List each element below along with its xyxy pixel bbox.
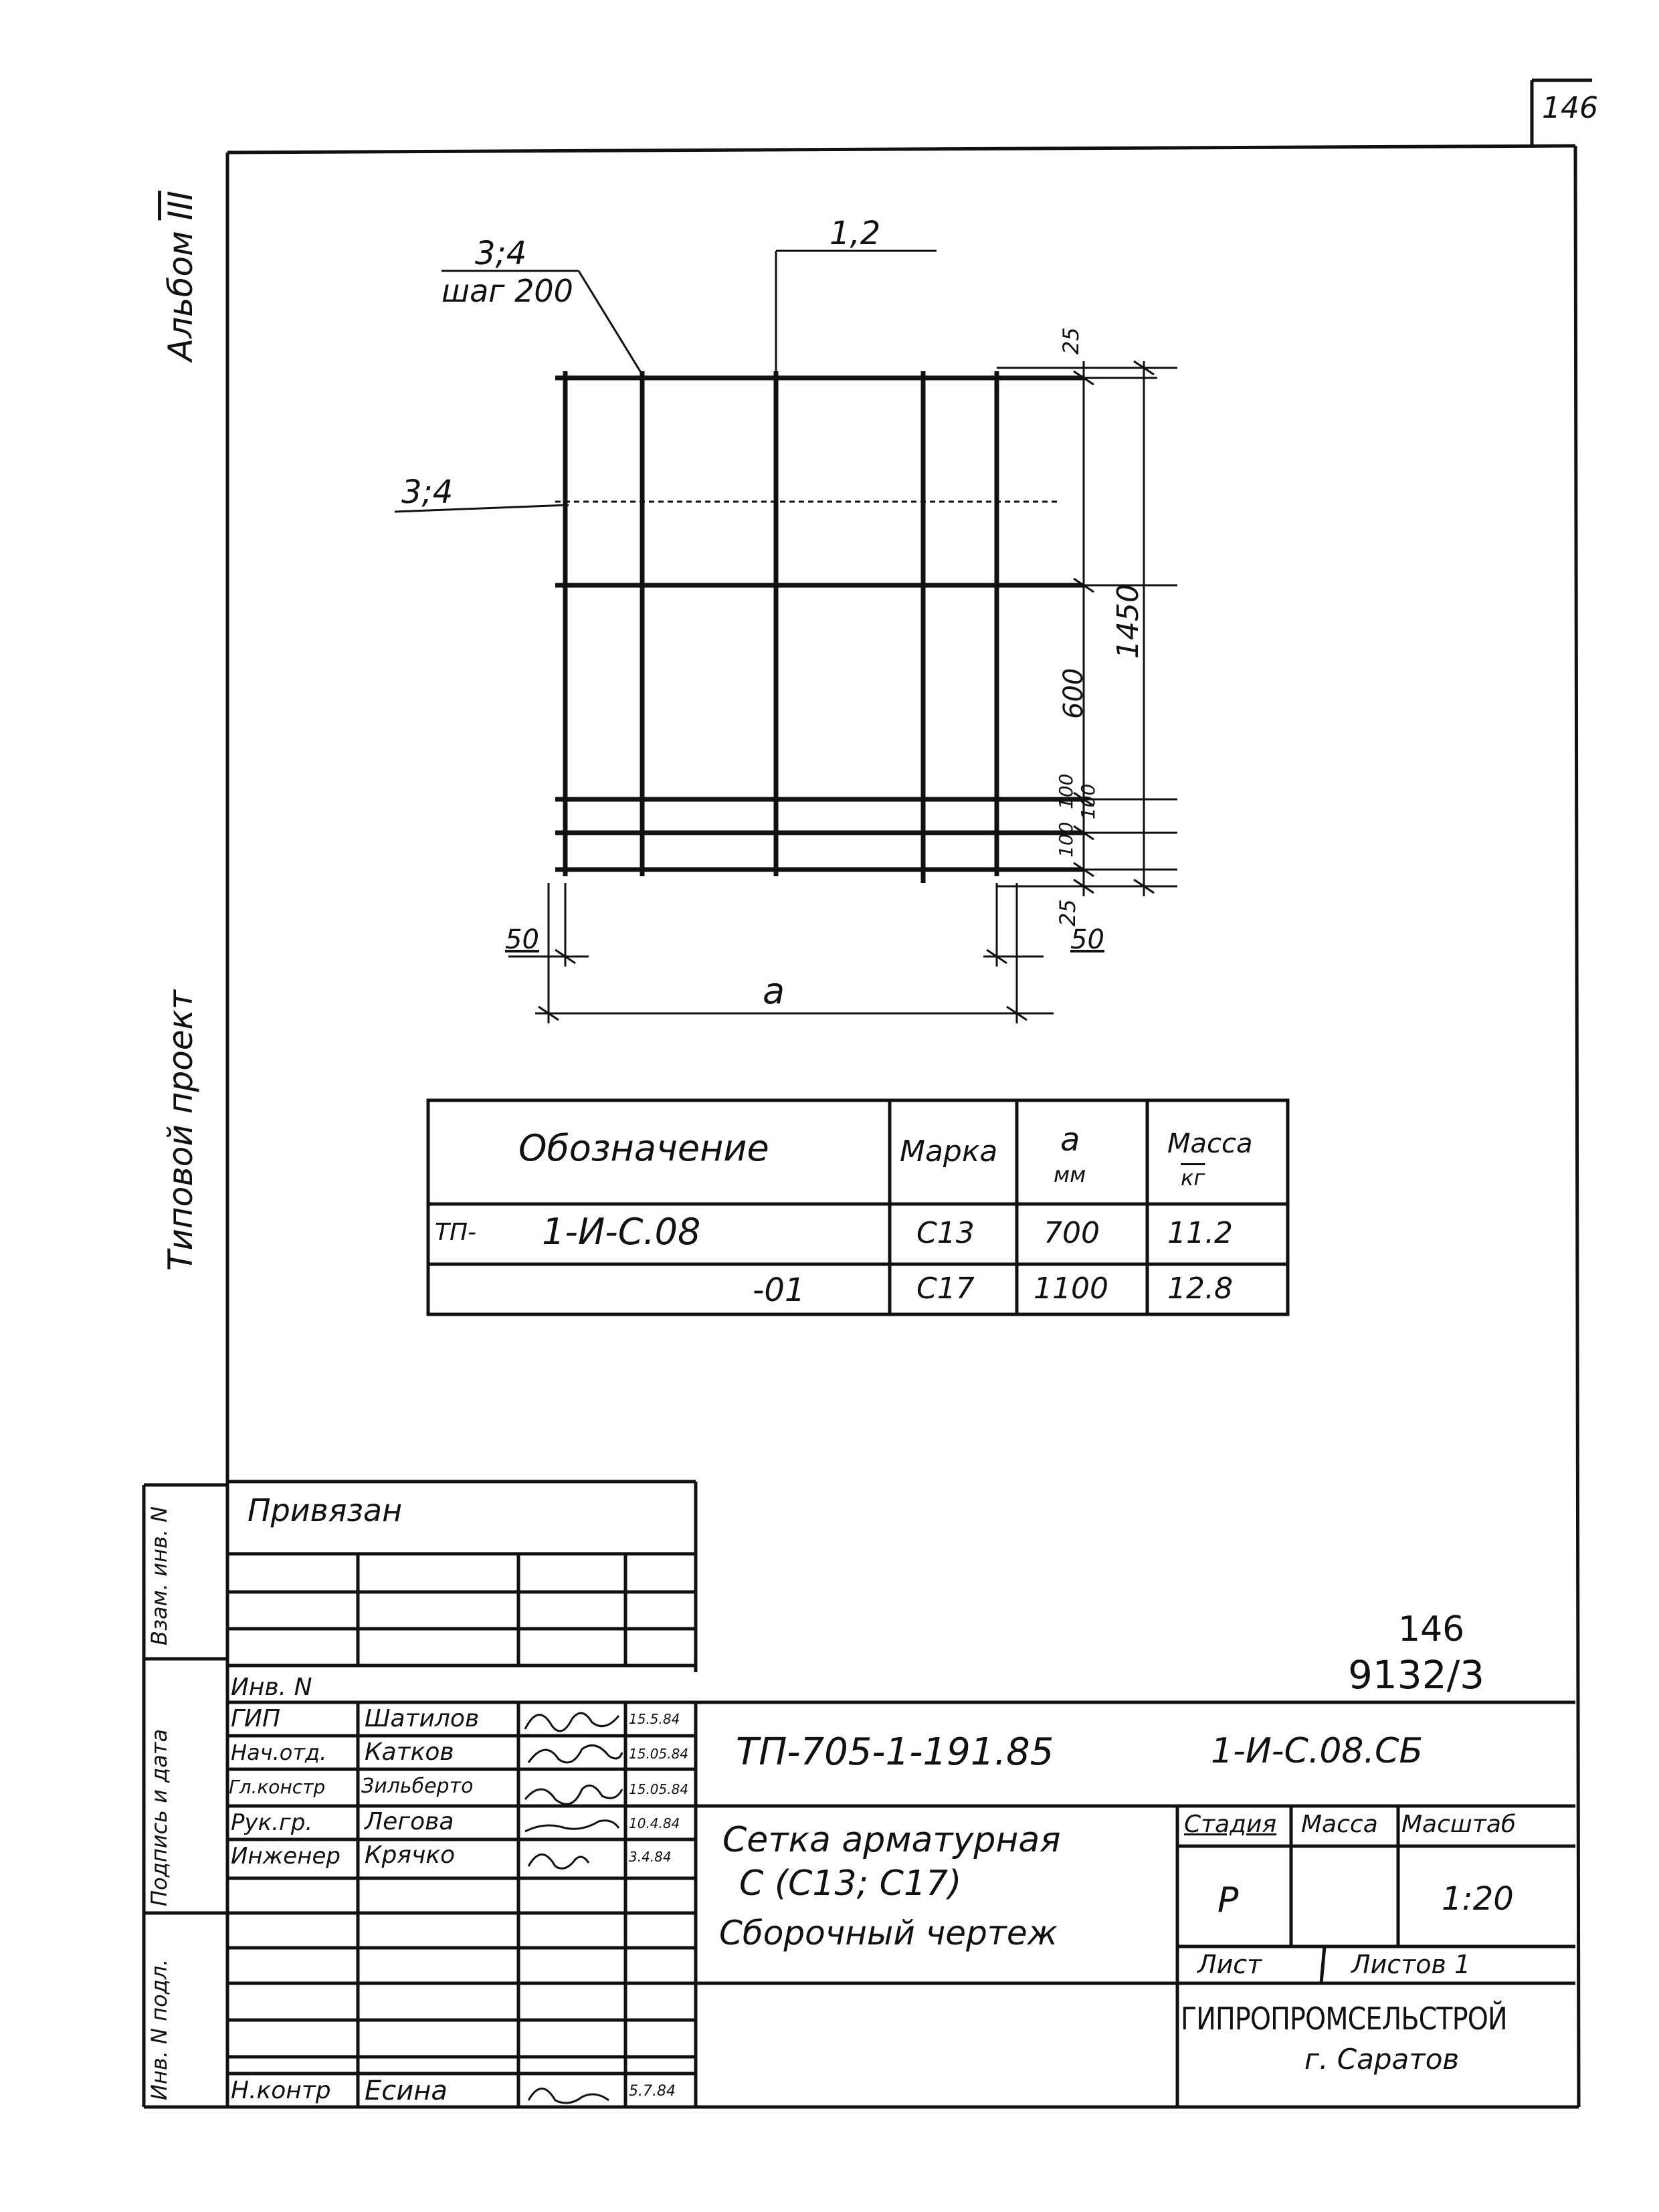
callout-left: 3;4 (401, 474, 454, 511)
mass-label: Масса (1301, 1811, 1378, 1838)
callout-top-left-sub: шаг 200 (442, 273, 573, 309)
side-label-typical-project: Типовой проект (161, 990, 200, 1271)
spec-row2-mass: 12.8 (1167, 1272, 1233, 1306)
dim-600: 600 (1058, 668, 1089, 719)
staff-name-2: Катков (365, 1738, 454, 1766)
sheet-label: Лист (1197, 1950, 1262, 1979)
album-label: Альбом (161, 231, 200, 361)
title-line-2: С (С13; С17) (739, 1864, 962, 1904)
scale-label: Масштаб (1401, 1811, 1517, 1838)
spec-row2-a: 1100 (1034, 1272, 1108, 1306)
control-name: Есина (365, 2076, 448, 2106)
sheets-label: Листов 1 (1351, 1950, 1471, 1979)
control-date: 5.7.84 (629, 2083, 676, 2100)
organization-name: ГИПРОПРОМСЕЛЬСТРОЙ (1181, 2001, 1507, 2037)
doc-code: 1-И-С.08.СБ (1211, 1731, 1424, 1771)
dim-total-height: 1450 (1111, 584, 1145, 659)
side-label-inv-podl: Инв. N подл. (147, 1958, 172, 2100)
staff-date-5: 3.4.84 (629, 1849, 672, 1865)
spec-row2-mark: С17 (916, 1272, 975, 1306)
staff-date-4: 10.4.84 (629, 1815, 680, 1831)
sheet-ref-1: 146 (1398, 1609, 1465, 1649)
scale-value: 1:20 (1442, 1880, 1514, 1918)
dim-right-50: 50 (1070, 924, 1104, 955)
album-roman: $\overline{III}$ (161, 191, 200, 221)
side-label-vzam-inv: Взам. инв. N (147, 1506, 172, 1645)
title-line-3: Сборочный чертеж (719, 1914, 1058, 1952)
staff-name-5: Крячко (365, 1841, 456, 1869)
stage-label: Стадия (1184, 1811, 1277, 1838)
dim-a: a (763, 970, 785, 1012)
staff-role-1: ГИП (231, 1705, 281, 1732)
spec-row1-prefix: ТП- (435, 1219, 477, 1246)
staff-date-3: 15.05.84 (629, 1781, 689, 1797)
dim-100a: 100 (1055, 773, 1077, 809)
callout-top-left-main: 3;4 (475, 235, 527, 272)
callout-top-center: 1,2 (830, 215, 881, 252)
spec-header-mark: Марка (900, 1134, 998, 1169)
dim-100c: 100 (1077, 783, 1099, 819)
dim-left-50: 50 (505, 924, 539, 955)
staff-name-3: Зильберто (361, 1775, 474, 1798)
dim-bottom: 25 (1055, 899, 1080, 926)
spec-header-a: a (1060, 1121, 1080, 1159)
spec-row1-a: 700 (1044, 1216, 1100, 1250)
spec-row1-designation: 1-И-С.08 (542, 1211, 701, 1253)
side-label-signature-date: Подпись и дата (147, 1728, 172, 1906)
stage-value: Р (1217, 1880, 1239, 1920)
staff-role-5: Инженер (231, 1843, 340, 1870)
spec-row1-mark: С13 (916, 1216, 975, 1250)
staff-name-1: Шатилов (365, 1705, 480, 1732)
spec-header-designation: Обозначение (518, 1127, 769, 1169)
staff-date-1: 15.5.84 (629, 1711, 680, 1727)
spec-header-a-unit: мм (1054, 1162, 1086, 1187)
staff-role-2: Нач.отд. (231, 1740, 327, 1765)
inv-n-label: Инв. N (231, 1674, 312, 1701)
sheet-ref-2: 9132/3 (1348, 1652, 1485, 1698)
spec-row1-mass: 11.2 (1167, 1216, 1233, 1250)
title-line-1: Сетка арматурная (722, 1820, 1061, 1860)
attached-label: Привязан (248, 1492, 403, 1528)
staff-role-3: Гл.констр (229, 1776, 326, 1798)
spec-header-mass: Масса (1167, 1128, 1253, 1159)
corner-sheet-number: 146 (1542, 91, 1598, 125)
project-code: ТП-705-1-191.85 (736, 1730, 1054, 1774)
organization-city: г. Саратов (1304, 2043, 1460, 2076)
control-role: Н.контр (231, 2077, 331, 2104)
staff-role-4: Рук.гр. (231, 1809, 313, 1836)
dim-100b: 100 (1055, 821, 1077, 858)
staff-date-2: 15.05.84 (629, 1746, 689, 1762)
spec-header-mass-unit: кг (1181, 1165, 1205, 1191)
dim-top: 25 (1058, 327, 1084, 355)
spec-row2-designation: -01 (753, 1272, 805, 1309)
staff-name-4: Легова (365, 1808, 454, 1835)
